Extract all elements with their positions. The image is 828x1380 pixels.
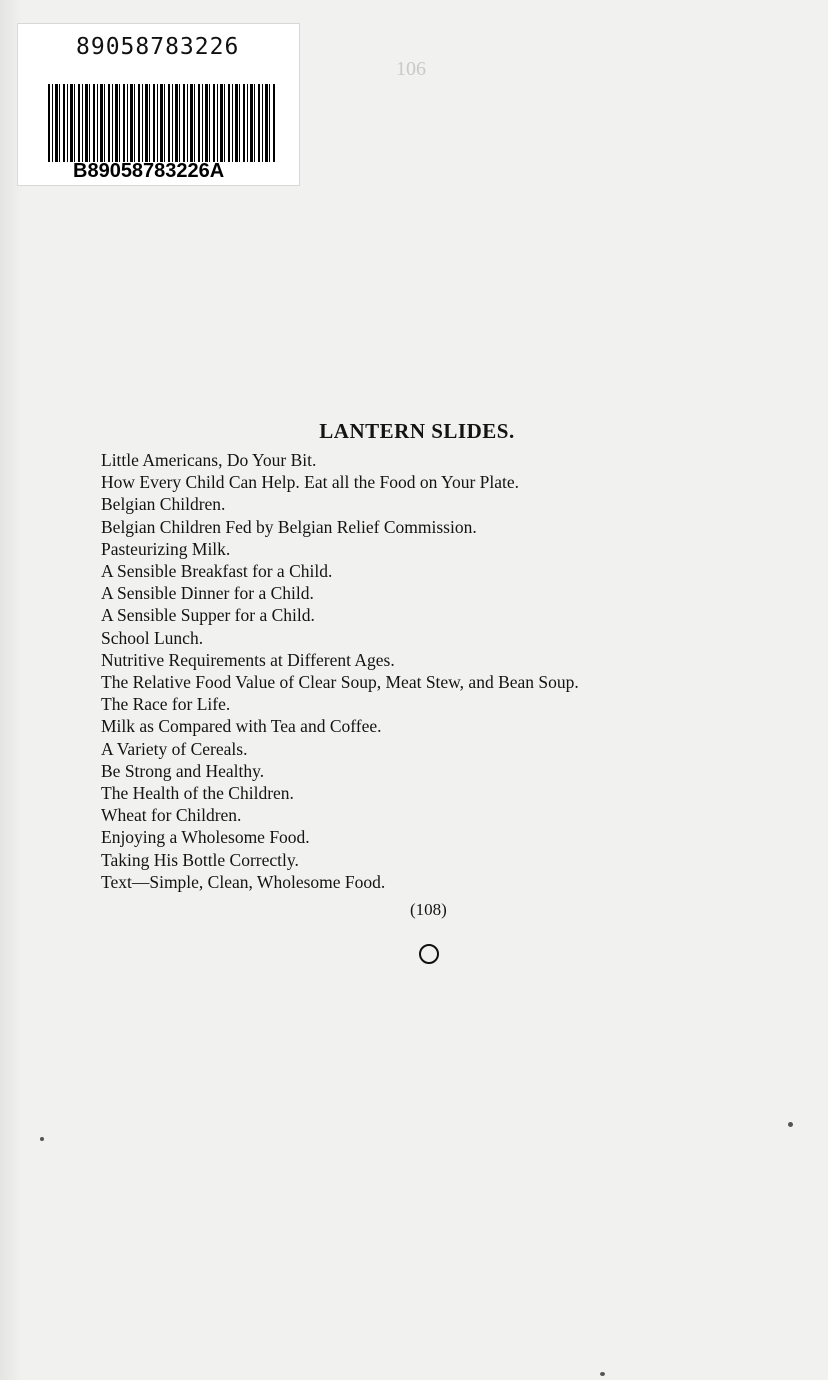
barcode-id: B89058783226A [73, 160, 225, 182]
list-item: School Lunch. [101, 627, 204, 648]
list-item: A Sensible Dinner for a Child. [101, 583, 314, 604]
list-item: Belgian Children Fed by Belgian Relief Commission. [101, 516, 477, 537]
list-item: The Relative Food Value of Clear Soup, Meat Stew, and Bean Soup. [101, 672, 579, 693]
page-number: (108) [410, 900, 447, 919]
list-item: Enjoying a Wholesome Food. [101, 827, 310, 848]
ink-speck [600, 1372, 605, 1376]
list-item: Wheat for Children. [101, 805, 242, 826]
list-item: Taking His Bottle Correctly. [101, 849, 299, 870]
list-item: Milk as Compared with Tea and Coffee. [101, 716, 382, 737]
list-item: Nutritive Requirements at Different Ages. [101, 649, 395, 670]
ink-speck [788, 1122, 793, 1127]
list-item: Text—Simple, Clean, Wholesome Food. [101, 871, 386, 892]
list-item: The Health of the Children. [101, 783, 294, 804]
bleed-through-page-number: 106 [396, 58, 426, 80]
page-title: LANTERN SLIDES. [319, 419, 515, 444]
list-item: Little Americans, Do Your Bit. [101, 450, 317, 470]
barcode-bars-icon [48, 84, 276, 162]
circle-mark-icon [419, 944, 439, 964]
list-item: Belgian Children. [101, 494, 226, 515]
list-item: How Every Child Can Help. Eat all the Food on Your Plate. [101, 472, 520, 493]
list-item: A Variety of Cereals. [101, 738, 248, 759]
barcode-number: 89058783226 [76, 34, 240, 60]
list-item: Be Strong and Healthy. [101, 760, 265, 781]
paper-edge-shadow [0, 0, 22, 1380]
list-item: The Race for Life. [101, 694, 231, 715]
ink-speck [40, 1137, 44, 1141]
list-item: A Sensible Supper for a Child. [101, 605, 315, 626]
list-item: Pasteurizing Milk. [101, 538, 231, 559]
library-barcode-label [17, 23, 300, 186]
list-item: A Sensible Breakfast for a Child. [101, 561, 333, 582]
lantern-slide-list [101, 449, 579, 893]
